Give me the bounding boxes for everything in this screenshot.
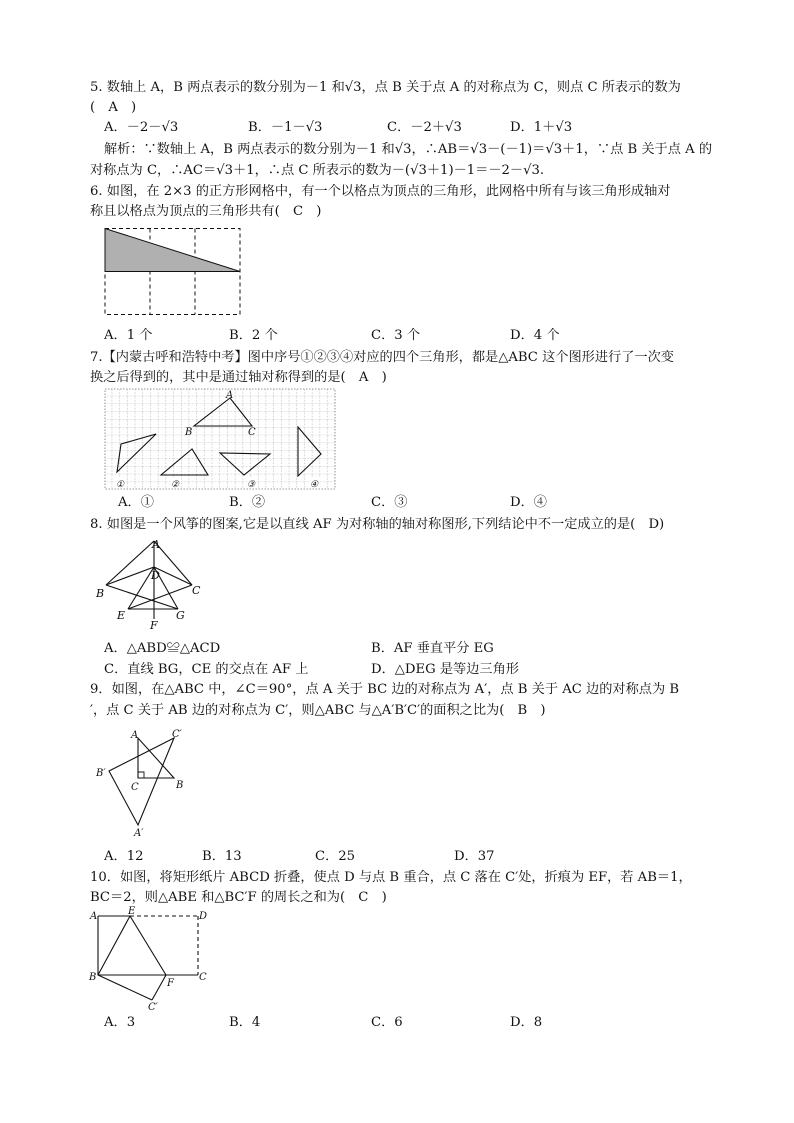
q10-rectangle-figure — [88, 906, 210, 1013]
q9-label-b: B — [176, 780, 184, 791]
q8-label-a: A — [152, 538, 160, 551]
q10-label-e: E — [128, 906, 136, 917]
q8-stem-line1: 8. 如图是一个风筝的图案,它是以直线 AF 为对称轴的轴对称图形,下列结论中不一定成立的是( D) — [90, 517, 665, 532]
q10-stem-line1: 10．如图，将矩形纸片 ABCD 折叠，使点 D 与点 B 重合，点 C 落在 C′处，折痕为 EF，若 AB＝1， — [90, 870, 692, 885]
q7-label-2: ② — [171, 480, 180, 490]
q7-grid-figure — [104, 388, 336, 490]
q9-option-d: D．37 — [454, 849, 495, 864]
q9-option-c: C．25 — [315, 849, 356, 864]
q8-label-c: C — [192, 584, 201, 597]
q10-label-c-prime: C′ — [148, 1002, 158, 1013]
q10-label-b: B — [89, 972, 97, 983]
q7-stem-line2: 换之后得到的，其中是通过轴对称得到的是( A ) — [90, 370, 387, 385]
q5-stem-line1: 5. 数轴上 A，B 两点表示的数分别为－1 和√3，点 B 关于点 A 的对称点为 C，则点 C 所表示的数为 — [90, 80, 681, 95]
q5-option-c: C．－2＋√3 — [387, 120, 462, 135]
q7-label-4: ④ — [310, 480, 319, 490]
q5-option-b: B．－1－√3 — [248, 120, 323, 135]
q7-option-a: A．① — [118, 495, 154, 510]
q10-stem-line2: BC＝2，则△ABE 和△BC′F 的周长之和为( C ) — [90, 890, 387, 905]
q6-option-c: C．3 个 — [371, 328, 421, 343]
q10-label-a: A — [90, 911, 98, 922]
q10-option-d: D．8 — [510, 1015, 543, 1030]
q7-label-3: ③ — [247, 480, 256, 490]
q8-label-b: B — [96, 587, 105, 600]
q10-label-c: C — [199, 972, 207, 983]
q9-option-a: A．12 — [104, 849, 144, 864]
q7-label-b: B — [185, 427, 193, 438]
q9-label-a-prime: A′ — [134, 828, 144, 839]
q5-option-d: D．1＋√3 — [510, 120, 573, 135]
q10-option-c: C．6 — [371, 1015, 403, 1030]
q8-option-a: A．△ABD≌△ACD — [104, 641, 221, 656]
q10-option-a: A．3 — [104, 1015, 136, 1030]
q10-option-b: B．4 — [229, 1015, 261, 1030]
q7-option-b: B．② — [229, 495, 266, 510]
q8-option-b: B．AF 垂直平分 EG — [371, 641, 494, 656]
q9-label-c-prime: C′ — [172, 729, 182, 740]
q8-option-d: D．△DEG 是等边三角形 — [371, 662, 519, 677]
q8-label-g: G — [176, 609, 185, 622]
q7-label-a: A — [226, 390, 234, 401]
q10-label-f: F — [167, 978, 174, 989]
q9-stem-line2: ′，点 C 关于 AB 边的对称点为 C′，则△ABC 与△A′B′C′的面积之比为( B ) — [90, 703, 546, 718]
q9-label-c: C — [131, 782, 139, 793]
q6-option-b: B．2 个 — [229, 328, 278, 343]
q6-option-a: A．1 个 — [104, 328, 153, 343]
q10-label-d: D — [199, 911, 208, 922]
q9-stem-line1: 9．如图，在△ABC 中，∠C＝90°，点 A 关于 BC 边的对称点为 A′，点 B 关于 AC 边的对称点为 B — [90, 682, 680, 697]
q6-shaded-triangle — [105, 229, 240, 272]
q7-label-c: C — [248, 427, 256, 438]
q8-option-c: C．直线 BG，CE 的交点在 AF 上 — [104, 662, 309, 677]
q9-option-b: B．13 — [202, 849, 242, 864]
q9-label-a: A — [131, 730, 139, 741]
q9-label-b-prime: B′ — [96, 768, 106, 779]
q5-option-a: A．－2－√3 — [104, 120, 179, 135]
q9-triangle-apbpcp — [109, 738, 174, 825]
q7-label-1: ① — [116, 480, 125, 490]
q8-label-f: F — [150, 619, 158, 632]
q8-label-d: D — [151, 569, 160, 582]
q7-option-c: C．③ — [371, 495, 408, 510]
q9-triangle-figure — [94, 728, 194, 840]
q8-label-e: E — [117, 609, 126, 622]
q6-option-d: D．4 个 — [510, 328, 560, 343]
q10-fold-line-ef — [130, 916, 166, 975]
q5-stem-line2: ( A ) — [90, 100, 137, 115]
q6-grid-figure — [100, 226, 246, 318]
q7-option-d: D．④ — [510, 495, 547, 510]
q5-analysis-line1: 解析：∵数轴上 A，B 两点表示的数分别为－1 和√3，∴AB＝√3－(－1)＝√3＋1，∵点 B 关于点 A 的 — [104, 142, 713, 157]
q8-kite-figure — [92, 535, 204, 633]
q6-stem-line1: 6. 如图，在 2×3 的正方形网格中，有一个以格点为顶点的三角形，此网格中所有与该三角形成轴对 — [90, 184, 671, 199]
q7-stem-line1: 7.【内蒙古呼和浩特中考】图中序号①②③④对应的四个三角形，都是△ABC 这个图形进行了一次变 — [90, 350, 674, 365]
q5-analysis-line2: 对称点为 C，∴AC＝√3＋1，∴点 C 所表示的数为－(√3＋1)－1＝－2－√3. — [90, 163, 545, 178]
q6-stem-line2: 称且以格点为顶点的三角形共有( C ) — [90, 204, 322, 219]
